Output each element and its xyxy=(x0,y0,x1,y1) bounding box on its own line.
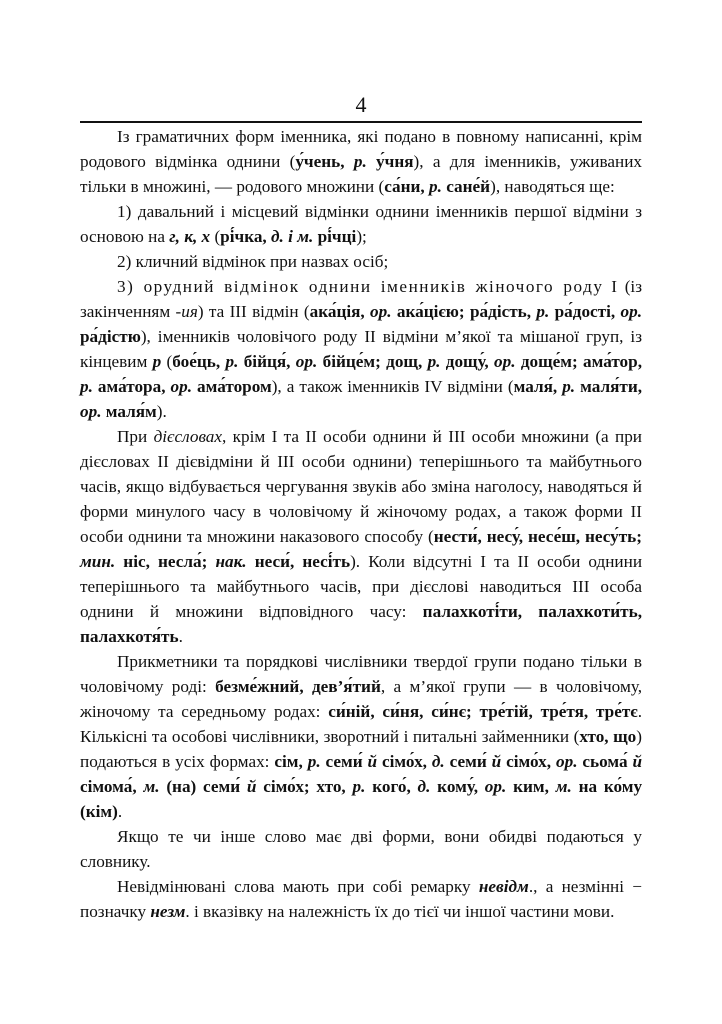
text-run: ор. xyxy=(556,752,578,771)
text-run: р. xyxy=(427,352,441,371)
text-run: ра́дістю xyxy=(80,327,141,346)
paragraph xyxy=(80,874,642,924)
text-run xyxy=(345,152,354,171)
paragraph xyxy=(80,649,642,824)
text-run: , крім І та ІІ особи однини й ІІІ особи множини (а при дієсловах ІІ дієвідміни й ІІІ особи однини) теперішнього та майбутнього часів, якщо відбувається чергування звуків або зміна наголосу, наводяться й форми минулого часу в чоловічому й жіночому родах, а також форми ІІ особи однини та множини наказового способу ( xyxy=(80,427,642,546)
text-run: й xyxy=(491,752,502,771)
text-run: доще́м; ама́тор, xyxy=(520,352,643,371)
text-run: При xyxy=(117,427,154,446)
text-run: ор. xyxy=(620,302,643,321)
text-run: рі́чка, xyxy=(220,227,267,246)
text-run: р. xyxy=(353,152,367,171)
text-run: І (із закінченням xyxy=(80,277,642,321)
text-run xyxy=(478,777,485,796)
text-run: ор. xyxy=(484,777,507,796)
text-run: бое́ць, xyxy=(172,352,221,371)
text-run: ), наводяться ще: xyxy=(490,177,615,196)
text-run: (на) семи́ xyxy=(166,777,241,796)
text-run: кому́, xyxy=(437,777,478,796)
text-run: , а м’якої групи — в чоловічому, жіночому та середньому родах: xyxy=(80,677,642,721)
text-run: р. xyxy=(307,752,321,771)
text-run: ор. xyxy=(295,352,318,371)
text-run: си́ній, си́ня, си́нє; тре́тій, тре́тя, тре́тє xyxy=(328,702,638,721)
text-run: безме́жний, дев’я́тий xyxy=(215,677,381,696)
text-run: маля́, xyxy=(513,377,558,396)
text-run xyxy=(549,777,556,796)
text-run: й xyxy=(367,752,378,771)
text-run: кого́, xyxy=(372,777,411,796)
paragraph xyxy=(80,424,642,649)
text-run: д. xyxy=(431,752,445,771)
text-run: рі́чці xyxy=(317,227,357,246)
text-run: й xyxy=(632,752,643,771)
text-run: бійця́, xyxy=(243,352,291,371)
text-run: ор. xyxy=(370,302,392,321)
text-run: д. і м. xyxy=(271,227,314,246)
text-run: ) та ІІІ відмін ( xyxy=(197,302,310,321)
text-run: ), а для іменників, уживаних тільки в множині, — родового множини ( xyxy=(80,152,642,196)
text-run: семи́ xyxy=(449,752,487,771)
text-run: ор. xyxy=(80,402,102,421)
text-run: ніс, несла́; xyxy=(123,552,208,571)
text-run: ), іменників чоловічого роду ІІ відміни м’якої та мішаної груп, із кінцевим xyxy=(80,327,642,371)
text-run: сім, xyxy=(274,752,303,771)
text-run: Якщо те чи інше слово має дві форми, вони обидві подаються у словнику. xyxy=(80,827,642,871)
text-run: ). xyxy=(156,402,167,421)
text-run: м. xyxy=(143,777,160,796)
text-run: незм xyxy=(150,902,186,921)
text-run xyxy=(240,777,247,796)
text-run: ама́тором xyxy=(197,377,272,396)
text-run: р xyxy=(152,352,162,371)
text-run: ра́дості, xyxy=(554,302,616,321)
text-run: р. xyxy=(225,352,239,371)
text-run: м. xyxy=(555,777,572,796)
text-run: ( xyxy=(161,352,173,371)
text-run: . xyxy=(117,802,123,821)
text-run: ама́тора, xyxy=(97,377,166,396)
text-run xyxy=(572,777,579,796)
text-run: ., а незмінні − позначку xyxy=(80,877,642,921)
text-run: . Кількісні та особові числівники, зворотний і питальні займенники ( xyxy=(80,702,642,746)
text-run: неси́, несі́ть xyxy=(254,552,351,571)
text-run: у́чня xyxy=(376,152,414,171)
text-run: Із граматичних форм іменника, які подано в повному написанні, крім родового відмінка однини ( xyxy=(80,127,642,171)
header-rule xyxy=(80,121,642,123)
body-text xyxy=(80,124,642,924)
text-run: ака́цією; ра́дість, xyxy=(396,302,532,321)
text-run: дощу́, xyxy=(445,352,489,371)
text-run: ); xyxy=(356,227,367,246)
text-run: р. xyxy=(80,377,93,396)
text-run: ) подаються в усіх формах: xyxy=(80,727,642,771)
text-run: хто, що xyxy=(579,727,637,746)
text-run: й xyxy=(246,777,257,796)
text-run: ( xyxy=(210,227,221,246)
text-run: ким, xyxy=(513,777,549,796)
text-run: р. xyxy=(429,177,442,196)
text-run: у́чень, xyxy=(295,152,345,171)
text-run xyxy=(411,777,418,796)
text-run: ака́ція, xyxy=(309,302,365,321)
text-run: Невідмінювані слова мають при собі ремарку xyxy=(117,877,479,896)
text-run: . і вказівку на належність їх до тієї чи іншої частини мови. xyxy=(185,902,615,921)
text-run: нести́, несу́, несе́ш, несу́ть; xyxy=(433,527,642,546)
text-run: са́ни, xyxy=(384,177,425,196)
paragraph xyxy=(80,124,642,199)
paragraph xyxy=(80,274,642,424)
text-run: мин. xyxy=(80,552,116,571)
text-run: маля́м xyxy=(105,402,157,421)
text-run: р. xyxy=(536,302,550,321)
text-run: ). Коли відсутні І та ІІ особи однини теперішнього та майбутнього часів, при дієслові наводиться ІІІ особа однини й множини відповідного часу: xyxy=(80,552,643,621)
text-run: сімо́х, xyxy=(506,752,552,771)
paragraph xyxy=(80,824,642,874)
text-run: палахкоті́ти, палахкоти́ть, палахкотя́ть xyxy=(80,602,642,646)
text-run: на ко́му (кім) xyxy=(80,777,643,821)
text-run: г, к, х xyxy=(169,227,211,246)
text-run: сане́й xyxy=(446,177,491,196)
text-run: сімо́х; хто, xyxy=(263,777,346,796)
text-run: р. xyxy=(352,777,366,796)
text-run xyxy=(247,552,255,571)
text-run: сьома́ xyxy=(582,752,628,771)
text-run: невідм xyxy=(478,877,529,896)
text-run: ор. xyxy=(494,352,516,371)
paragraph xyxy=(80,249,642,274)
text-run: дієсловах xyxy=(153,427,223,446)
text-run: 2) кличний відмінок при назвах осіб; xyxy=(117,252,389,271)
text-run: сімо́х, xyxy=(382,752,427,771)
text-run: ), а також іменників IV відміни ( xyxy=(271,377,514,396)
text-run xyxy=(346,777,353,796)
text-run: Прикметники та порядкові числівники твердої групи подано тільки в чоловічому роді: xyxy=(80,652,642,696)
text-run: д. xyxy=(417,777,431,796)
text-run xyxy=(367,152,376,171)
text-run: семи́ xyxy=(325,752,363,771)
text-run: . xyxy=(178,627,183,646)
text-run: 1) давальний і місцевий відмінки однини іменників першої відміни з основою на xyxy=(80,202,642,246)
text-run: 3) орудний відмінок однини іменників жіночого роду xyxy=(117,277,604,296)
page-number: 4 xyxy=(355,92,367,117)
text-run: бійце́м; дощ, xyxy=(322,352,423,371)
text-run: маля́ти, xyxy=(580,377,643,396)
text-run: ор. xyxy=(170,377,192,396)
text-run: сімома́, xyxy=(80,777,137,796)
text-run: р. xyxy=(562,377,576,396)
text-run: -ия xyxy=(175,302,198,321)
paragraph xyxy=(80,199,642,249)
text-run: нак. xyxy=(215,552,247,571)
